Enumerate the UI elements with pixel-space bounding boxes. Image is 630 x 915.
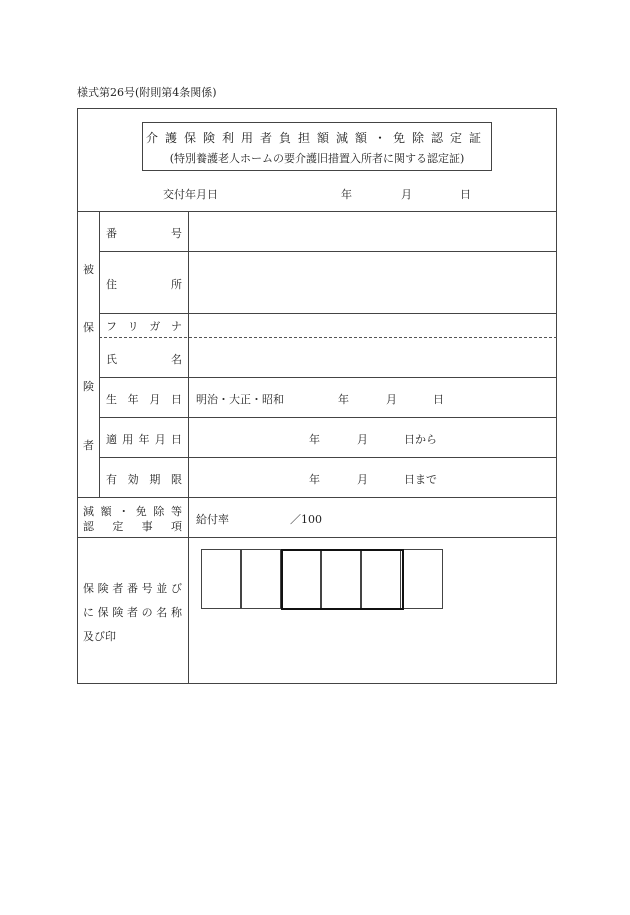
insurer-label-line3: 及び印 (83, 630, 116, 643)
apply-label-char: 適 (106, 433, 117, 446)
apply-month: 月 (357, 433, 368, 446)
name-label (106, 351, 182, 367)
reduction-char: 額 (100, 505, 112, 518)
furigana-label-char: フ (106, 320, 117, 333)
divider-valid (77, 497, 557, 498)
insurer-char: の (141, 606, 153, 619)
insurer-number-box-1[interactable] (201, 549, 241, 609)
address-label (106, 276, 182, 292)
issue-date-day: 日 (460, 188, 471, 201)
divider-reduction (77, 537, 557, 538)
insurer-char: 名 (156, 606, 168, 619)
insurer-char: 険 (97, 582, 109, 595)
insured-char-1: 被 (83, 263, 94, 276)
address-label-char: 住 (106, 278, 117, 291)
divider-insured-column (99, 211, 100, 497)
divider-apply (99, 457, 557, 458)
apply-label-char: 年 (138, 433, 150, 446)
valid-label-char: 効 (127, 473, 139, 486)
valid-label-char: 有 (106, 473, 117, 486)
divider-name (99, 377, 557, 378)
number-label-char: 号 (171, 227, 182, 240)
furigana-label-char: ガ (149, 320, 161, 333)
apply-label-char: 日 (171, 433, 182, 446)
birth-year: 年 (338, 393, 349, 406)
insurer-char: 者 (112, 582, 124, 595)
birth-month: 月 (386, 393, 397, 406)
reduction-char: ・ (118, 505, 130, 518)
valid-label (106, 471, 182, 487)
reduction-char: 定 (112, 520, 124, 533)
insurer-char: 並 (156, 582, 168, 595)
birth-label-char: 日 (170, 393, 182, 406)
reduction-char: 免 (135, 505, 147, 518)
insurer-char: 保 (97, 606, 109, 619)
insurer-char: 険 (112, 606, 124, 619)
birth-day: 日 (433, 393, 444, 406)
apply-label-char: 月 (154, 433, 166, 446)
number-label (106, 225, 182, 241)
name-field[interactable] (189, 338, 556, 376)
certificate-subtitle: (特別養護老人ホームの要介護旧措置入所者に関する認定証) (169, 152, 465, 165)
issue-date-label: 交付年月日 (163, 188, 218, 201)
apply-year: 年 (309, 433, 320, 446)
reduction-char: 事 (141, 520, 153, 533)
insurer-char: に (83, 606, 94, 619)
name-label-char: 名 (171, 353, 182, 366)
valid-label-char: 限 (170, 473, 182, 486)
form-number-label: 様式第26号(附則第4条関係) (77, 86, 217, 99)
insurer-number-box-6[interactable] (403, 549, 443, 609)
insurer-label-line2 (83, 604, 182, 620)
issue-date-month: 月 (401, 188, 412, 201)
certificate-title: 介護保険利用者負担額減額・免除認定証 (145, 131, 488, 145)
insurer-char: 番 (126, 582, 138, 595)
insurer-number-highlight (281, 549, 404, 610)
insurer-char: 者 (126, 606, 138, 619)
insurer-number-box-2[interactable] (241, 549, 281, 609)
reduction-char: 減 (83, 505, 94, 518)
title-box (142, 122, 492, 171)
issue-date-year: 年 (341, 188, 352, 201)
insurer-char: び (170, 582, 182, 595)
valid-day: 日まで (404, 473, 437, 486)
insured-char-2: 保 (83, 321, 94, 334)
birth-label-char: 生 (106, 393, 117, 406)
apply-label (106, 431, 182, 447)
reduction-char: 等 (170, 505, 182, 518)
insured-char-3: 険 (83, 380, 94, 393)
birth-label (106, 391, 182, 407)
address-field[interactable] (189, 252, 556, 312)
rate-value: ／100 (290, 513, 322, 526)
valid-label-char: 期 (149, 473, 161, 486)
name-label-char: 氏 (106, 353, 117, 366)
divider-birth (99, 417, 557, 418)
rate-label: 給付率 (196, 513, 229, 526)
birth-eras: 明治・大正・昭和 (196, 393, 284, 406)
insurer-label-line1 (83, 580, 182, 596)
furigana-label (106, 318, 182, 334)
number-label-char: 番 (106, 227, 117, 240)
furigana-field[interactable] (189, 314, 556, 336)
insured-char-4: 者 (83, 439, 94, 452)
number-field[interactable] (189, 212, 556, 250)
reduction-char: 除 (153, 505, 165, 518)
insurer-char: 号 (141, 582, 153, 595)
insurer-char: 称 (170, 606, 182, 619)
furigana-label-char: リ (127, 320, 139, 333)
valid-year: 年 (309, 473, 320, 486)
insurer-char: 保 (83, 582, 94, 595)
furigana-label-char: ナ (170, 320, 182, 333)
apply-day: 日から (404, 433, 437, 446)
birth-label-char: 月 (149, 393, 161, 406)
birth-label-char: 年 (127, 393, 139, 406)
valid-month: 月 (357, 473, 368, 486)
apply-label-char: 用 (122, 433, 134, 446)
reduction-label-line1 (83, 503, 182, 519)
reduction-char: 項 (170, 520, 182, 533)
address-label-char: 所 (171, 278, 182, 291)
reduction-char: 認 (83, 520, 94, 533)
reduction-label-line2 (83, 518, 182, 534)
